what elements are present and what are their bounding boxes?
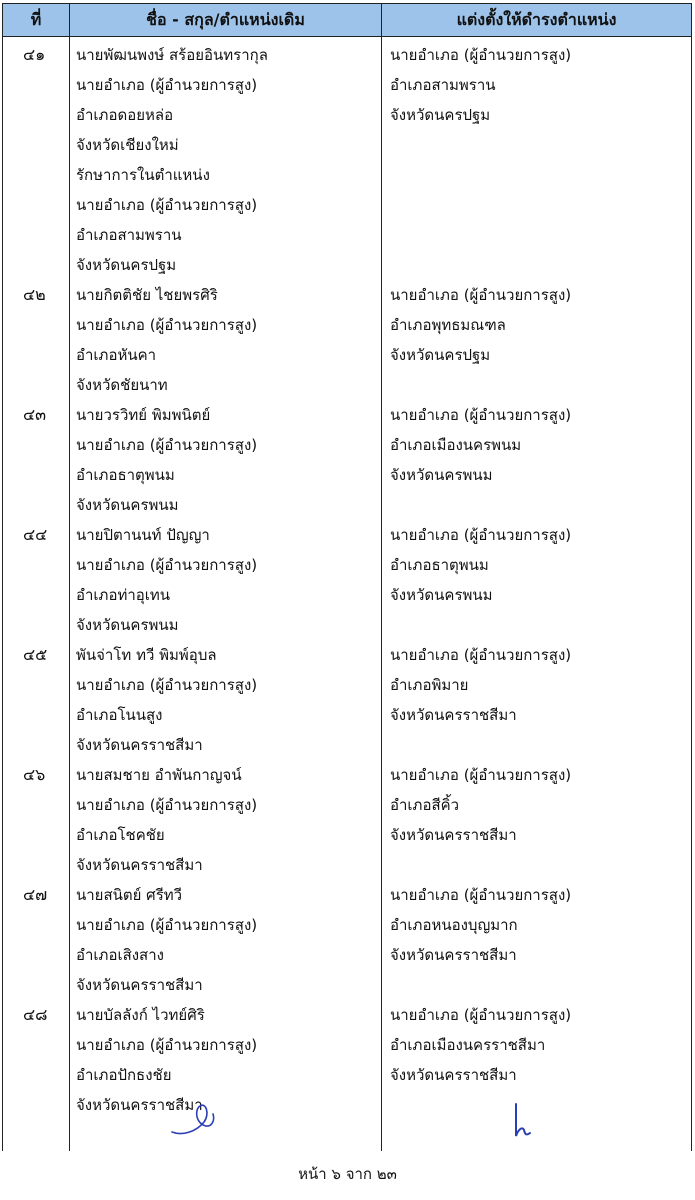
row-number: ๔๗	[23, 885, 48, 904]
cell-line: จังหวัดนครพนม	[390, 466, 493, 484]
table-row	[3, 880, 691, 1000]
new-position-cell	[382, 40, 691, 280]
cell-line: อำเภอดอยหล่อ	[76, 106, 174, 124]
cell-line: นายอำเภอ (ผู้อำนวยการสูง)	[76, 796, 258, 814]
cell-line: นายอำเภอ (ผู้อำนวยการสูง)	[390, 646, 572, 664]
cell-line: นายอำเภอ (ผู้อำนวยการสูง)	[390, 526, 572, 544]
cell-line: พันจ่าโท ทวี พิมพ์อุบล	[76, 646, 217, 664]
new-position-cell	[382, 880, 691, 1000]
table-body	[3, 40, 691, 1120]
cell-line: อำเภอเมืองนครราชสีมา	[390, 1036, 546, 1054]
cell-line: จังหวัดนครราชสีมา	[76, 856, 203, 874]
cell-line: รักษาการในตำแหน่ง	[76, 166, 210, 184]
header-new-position: แต่งตั้งให้ดำรงตำแหน่ง	[456, 9, 617, 29]
cell-line: จังหวัดนครปฐม	[76, 256, 177, 274]
cell-line: นายอำเภอ (ผู้อำนวยการสูง)	[76, 76, 258, 94]
cell-line: อำเภอเสิงสาง	[76, 946, 164, 964]
cell-line: จังหวัดนครราชสีมา	[390, 1066, 517, 1084]
cell-line: นายกิตติชัย ไชยพรศิริ	[76, 286, 218, 304]
appointment-table	[2, 3, 692, 1151]
cell-line: นายปิตานนท์ ปัญญา	[76, 526, 210, 544]
old-position-cell	[70, 400, 382, 520]
old-position-cell	[70, 1000, 382, 1120]
new-position-cell	[382, 760, 691, 880]
cell-line: อำเภอโชคชัย	[76, 826, 165, 844]
table-row	[3, 400, 691, 520]
cell-line: จังหวัดชัยนาท	[76, 376, 168, 394]
new-position-cell	[382, 280, 691, 400]
old-position-cell	[70, 280, 382, 400]
old-position-cell	[70, 640, 382, 760]
cell-line: จังหวัดนครราชสีมา	[390, 826, 517, 844]
old-position-cell	[70, 520, 382, 640]
cell-line: นายบัลลังก์ ไวทย์ศิริ	[76, 1006, 205, 1024]
cell-line: อำเภอเมืองนครพนม	[390, 436, 522, 454]
cell-line: อำเภอโนนสูง	[76, 706, 163, 724]
cell-line: นายวรวิทย์ พิมพนิตย์	[76, 406, 211, 424]
cell-line: อำเภอธาตุพนม	[76, 466, 175, 484]
row-number: ๔๔	[23, 525, 48, 544]
cell-line: จังหวัดนครปฐม	[390, 346, 491, 364]
new-position-cell	[382, 520, 691, 640]
new-position-cell	[382, 400, 691, 520]
header-old-position: ชื่อ - สกุล/ตำแหน่งเดิม	[70, 4, 382, 36]
cell-line: อำเภอหันคา	[76, 346, 157, 364]
old-position-cell	[70, 760, 382, 880]
table-row	[3, 640, 691, 760]
signature-left	[168, 1092, 218, 1142]
cell-line: นายพัฒนพงษ์ สร้อยอินทรากุล	[76, 46, 268, 64]
cell-line: นายอำเภอ (ผู้อำนวยการสูง)	[76, 916, 258, 934]
cell-line: อำเภอธาตุพนม	[390, 556, 489, 574]
page-number: หน้า ๖ จาก ๒๓	[298, 1165, 397, 1183]
table-row	[3, 40, 691, 280]
row-number: ๔๑	[23, 45, 46, 64]
cell-line: จังหวัดนครราชสีมา	[76, 1096, 203, 1114]
cell-line: จังหวัดเชียงใหม่	[76, 136, 179, 154]
cell-line: อำเภอท่าอุเทน	[76, 586, 171, 604]
cell-line: นายอำเภอ (ผู้อำนวยการสูง)	[76, 436, 258, 454]
cell-line: นายอำเภอ (ผู้อำนวยการสูง)	[390, 766, 572, 784]
cell-line: อำเภอสามพราน	[390, 76, 496, 94]
cell-line: จังหวัดนครราชสีมา	[390, 706, 517, 724]
table-header	[3, 4, 691, 37]
cell-line: จังหวัดนครพนม	[390, 586, 493, 604]
cell-line: อำเภอสีคิ้ว	[390, 796, 460, 814]
cell-line: อำเภอหนองบุญมาก	[390, 916, 518, 934]
old-position-cell	[70, 880, 382, 1000]
header-no: ที่	[3, 4, 70, 36]
cell-line: นายอำเภอ (ผู้อำนวยการสูง)	[76, 196, 258, 214]
cell-line: นายอำเภอ (ผู้อำนวยการสูง)	[76, 1036, 258, 1054]
new-position-cell	[382, 640, 691, 760]
cell-line: นายอำเภอ (ผู้อำนวยการสูง)	[390, 286, 572, 304]
row-number: ๔๕	[23, 645, 48, 664]
row-number: ๔๒	[23, 285, 46, 304]
cell-line: อำเภอพิมาย	[390, 676, 469, 694]
table-row	[3, 520, 691, 640]
cell-line: นายอำเภอ (ผู้อำนวยการสูง)	[390, 886, 572, 904]
table-row	[3, 1000, 691, 1120]
cell-line: จังหวัดนครปฐม	[390, 106, 491, 124]
cell-line: นายอำเภอ (ผู้อำนวยการสูง)	[76, 316, 258, 334]
cell-line: อำเภอสามพราน	[76, 226, 182, 244]
cell-line: นายสนิตย์ ศรีทวี	[76, 886, 183, 904]
row-number: ๔๖	[23, 765, 46, 784]
cell-line: นายอำเภอ (ผู้อำนวยการสูง)	[390, 46, 572, 64]
cell-line: จังหวัดนครราชสีมา	[390, 946, 517, 964]
cell-line: นายอำเภอ (ผู้อำนวยการสูง)	[76, 676, 258, 694]
table-row	[3, 760, 691, 880]
cell-line: นายอำเภอ (ผู้อำนวยการสูง)	[76, 556, 258, 574]
old-position-cell	[70, 40, 382, 280]
cell-line: นายอำเภอ (ผู้อำนวยการสูง)	[390, 1006, 572, 1024]
cell-line: อำเภอพุทธมณฑล	[390, 316, 506, 334]
signature-right	[508, 1100, 538, 1142]
cell-line: นายอำเภอ (ผู้อำนวยการสูง)	[390, 406, 572, 424]
table-row	[3, 280, 691, 400]
cell-line: จังหวัดนครราชสีมา	[76, 976, 203, 994]
cell-line: นายสมชาย อำพันกาญจน์	[76, 766, 242, 784]
cell-line: อำเภอปักธงชัย	[76, 1066, 172, 1084]
row-number: ๔๓	[23, 405, 47, 424]
cell-line: จังหวัดนครพนม	[76, 496, 179, 514]
row-number: ๔๘	[23, 1005, 48, 1024]
cell-line: จังหวัดนครพนม	[76, 616, 179, 634]
cell-line: จังหวัดนครราชสีมา	[76, 736, 203, 754]
